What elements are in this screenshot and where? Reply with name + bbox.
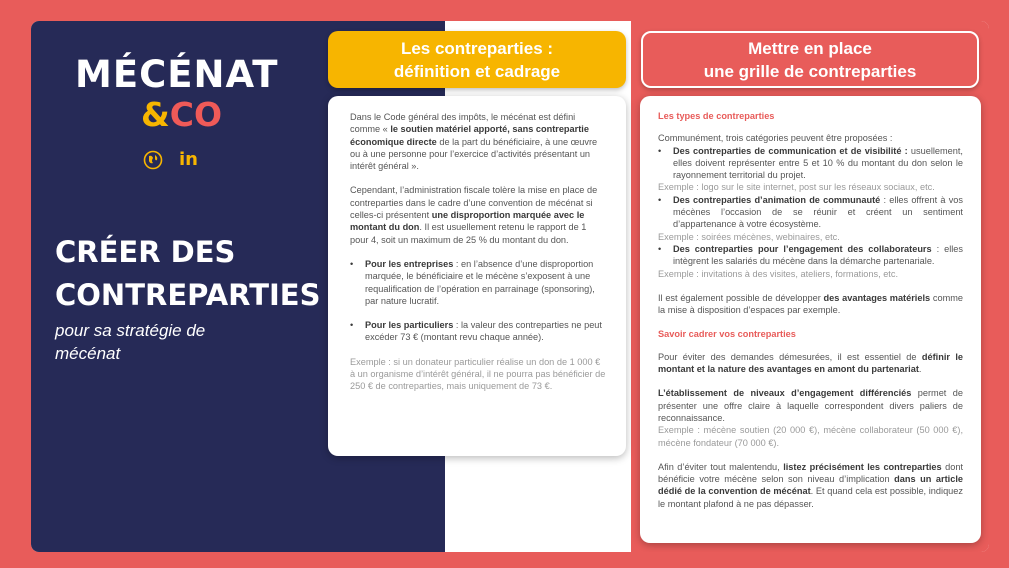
hero-title bbox=[55, 231, 320, 317]
section-title-types: Les types de contreparties bbox=[658, 111, 775, 121]
header-definition-line1: Les contreparties : bbox=[400, 38, 554, 58]
avantages-materiels: Il est également possible de développer des avantages matériels comme la mise à disposition d’espaces par exemple. bbox=[658, 292, 963, 316]
logo-ampersand: & bbox=[141, 95, 170, 134]
example-text: Exemple : si un donateur particulier réalise un don de 1 000 € à un organisme d’intérêt général, il ne pourra pas bénéficier de 250 € de contreparties, mais uniquement de 73 €. bbox=[350, 356, 606, 392]
hero-subtitle: pour sa stratégie de mécénat bbox=[55, 321, 206, 363]
types-intro: Communément, trois catégories peuvent être proposées : bbox=[658, 133, 893, 144]
hero-title-line1: CRÉER DES bbox=[55, 235, 236, 269]
globe-icon[interactable] bbox=[143, 150, 163, 170]
slide bbox=[31, 21, 989, 552]
header-grille-line1: Mettre en place bbox=[748, 38, 872, 58]
cadrer-paragraph-1: Pour éviter des demandes démesurées, il est essentiel de définir le montant et la nature des avantages en amont du partenariat. bbox=[658, 351, 963, 375]
list-item-collaborateurs: • Des contreparties pour l’engagement des collaborateurs : elles intègrent les salariés du mécène dans la démarche partenariale. bbox=[658, 243, 963, 268]
types-list bbox=[658, 145, 963, 182]
definition-card bbox=[328, 96, 626, 456]
header-definition bbox=[328, 31, 626, 88]
cadrer-paragraph-3: Afin d’éviter tout malentendu, listez précisément les contreparties dont bénéficie votre mécène selon son niveau d’implication dans un article dédié de la convention de mécénat. Et quand cela est possible, indiquez le montant plafond à ne pas dépasser. bbox=[658, 461, 963, 509]
example-collaborateurs: Exemple : invitations à des visites, ateliers, formations, etc. bbox=[658, 268, 898, 279]
hero-title-line2: CONTREPARTIES bbox=[55, 278, 321, 312]
audience-list bbox=[350, 258, 606, 344]
header-grille-line2: une grille de contreparties bbox=[703, 61, 917, 81]
list-item-particuliers: • Pour les particuliers : la valeur des contreparties ne peut excéder 73 € (montant revu chaque année). bbox=[350, 319, 606, 344]
example-communication: Exemple : logo sur le site internet, post sur les réseaux sociaux, etc. bbox=[658, 182, 935, 193]
list-item-entreprises: • Pour les entreprises : en l’absence d’une disproportion marquée, le bénéficiaire et le mécène s’exposent à une requalification de l’opération en parrainage (sponsoring), par nature lucratif. bbox=[350, 258, 606, 307]
header-definition-line2: définition et cadrage bbox=[393, 61, 561, 81]
social-links bbox=[143, 149, 198, 170]
list-item-communaute: • Des contreparties d’animation de communauté : elles offrent à vos mécènes l’occasion de se réunir et créent un sentiment d’appartenance à votre écosystème. bbox=[658, 194, 963, 231]
tolerance-paragraph: Cependant, l’administration fiscale tolère la mise en place de contreparties dans le cadre d’une convention de mécénat si celles-ci présentent une disproportion marquée avec le montant du don. Il est usuellement retenu le rapport de 1 pour 4, soit un maximum de 25 % du montant du don. bbox=[350, 185, 598, 245]
types-list-3 bbox=[658, 243, 963, 268]
header-grille bbox=[641, 31, 979, 88]
list-item-communication: • Des contreparties de communication et de visibilité : usuellement, elles doivent représenter entre 5 et 10 % du montant du don selon le rayonnement territorial du projet. bbox=[658, 145, 963, 182]
logo-mecenat: MÉCÉNAT bbox=[75, 53, 279, 96]
definition-paragraph: Dans le Code général des impôts, le mécénat est défini comme « le soutien matériel apporté, sans contrepartie économique directe de la part du bénéficiaire, à une œuvre ou à une personne pour l’exercice d’activités présentant un intérêt général ». bbox=[350, 112, 598, 172]
grille-card bbox=[640, 96, 981, 543]
logo-co bbox=[141, 95, 222, 134]
linkedin-icon[interactable]: in bbox=[179, 149, 198, 170]
cadrer-paragraph-2: L’établissement de niveaux d’engagement différenciés permet de présenter une offre claire à laquelle correspondent divers paliers de reconnaissance. bbox=[658, 388, 963, 423]
example-niveaux: Exemple : mécène soutien (20 000 €), mécène collaborateur (50 000 €), mécène fondateur (70 000 €). bbox=[658, 425, 963, 448]
types-list-2 bbox=[658, 194, 963, 231]
example-communaute: Exemple : soirées mécènes, webinaires, etc. bbox=[658, 231, 840, 242]
section-title-cadrer: Savoir cadrer vos contreparties bbox=[658, 329, 796, 340]
logo-co-text: CO bbox=[169, 95, 223, 134]
